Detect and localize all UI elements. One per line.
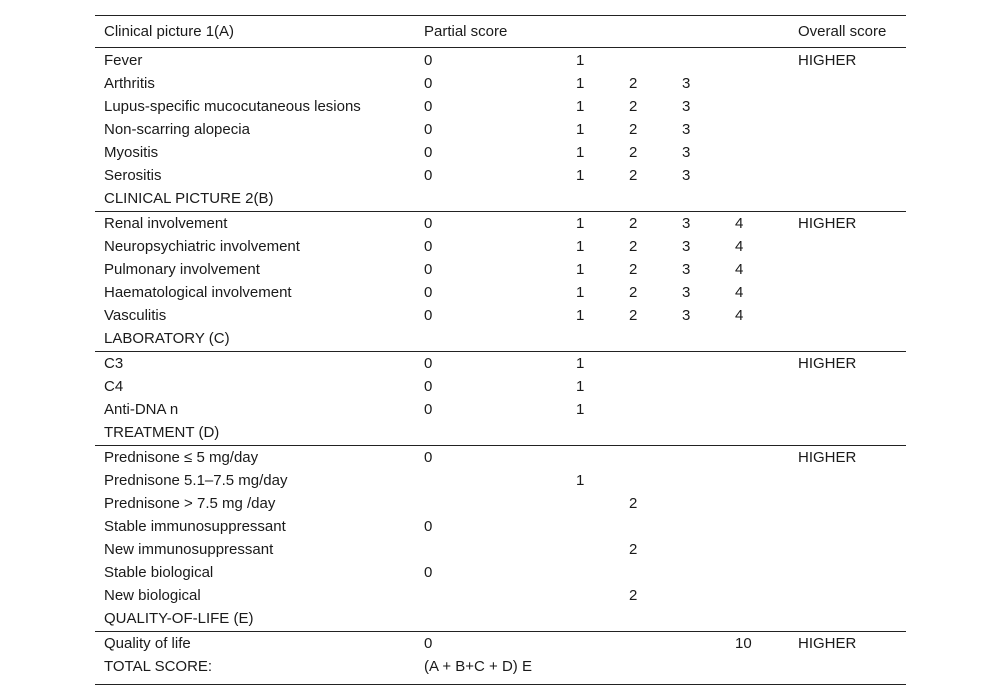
total-score-row [95, 655, 906, 678]
table-row [95, 258, 906, 281]
score-1: 1 [576, 167, 585, 184]
row-label: Vasculitis [104, 307, 167, 324]
score-0: 0 [424, 284, 433, 301]
section-heading-label: QUALITY-OF-LIFE (E) [104, 610, 254, 627]
section-heading-label: CLINICAL PICTURE 2(B) [104, 190, 274, 207]
score-3: 3 [682, 121, 691, 138]
score-2: 2 [629, 495, 638, 512]
table-row [95, 95, 906, 118]
score-3: 3 [682, 215, 691, 232]
row-label: Stable biological [104, 564, 214, 581]
score-4: 4 [735, 261, 744, 278]
row-label: Lupus-specific mucocutaneous lesions [104, 98, 361, 115]
score-1: 1 [576, 75, 585, 92]
row-label: C4 [104, 378, 124, 395]
score-1: 1 [576, 52, 585, 69]
score-2: 2 [629, 167, 638, 184]
score-0: 0 [424, 261, 433, 278]
table-row [95, 141, 906, 164]
score-0: 0 [424, 144, 433, 161]
overall-score: HIGHER [798, 635, 857, 652]
score-0: 0 [424, 518, 433, 535]
row-label: Renal involvement [104, 215, 228, 232]
overall-score: HIGHER [798, 355, 857, 372]
row-label: Myositis [104, 144, 159, 161]
score-3: 3 [682, 75, 691, 92]
score-0: 0 [424, 449, 433, 466]
section-heading-label: LABORATORY (C) [104, 330, 230, 347]
score-4: 4 [735, 215, 744, 232]
score-1: 1 [576, 472, 585, 489]
table-top-rule [95, 15, 906, 16]
table-row [95, 281, 906, 304]
table-row [95, 538, 906, 561]
score-3: 3 [682, 284, 691, 301]
table-row [95, 492, 906, 515]
score-0: 0 [424, 564, 433, 581]
score-2: 2 [629, 307, 638, 324]
table-row [95, 398, 906, 421]
score-2: 2 [629, 261, 638, 278]
table-header-row [95, 20, 906, 43]
row-label: Serositis [104, 167, 162, 184]
score-1: 1 [576, 215, 585, 232]
section-heading [95, 327, 906, 350]
score-0: 0 [424, 355, 433, 372]
table-row [95, 632, 906, 655]
overall-score: HIGHER [798, 449, 857, 466]
score-2: 2 [629, 587, 638, 604]
table-row [95, 561, 906, 584]
score-0: 0 [424, 121, 433, 138]
score-1: 1 [576, 261, 585, 278]
section-heading-label: TREATMENT (D) [104, 424, 220, 441]
overall-score: HIGHER [798, 215, 857, 232]
row-label: Anti-DNA n [104, 401, 179, 418]
score-3: 3 [682, 261, 691, 278]
score-1: 1 [576, 238, 585, 255]
score-3: 3 [682, 98, 691, 115]
table-row [95, 235, 906, 258]
row-label: New biological [104, 587, 201, 604]
row-label: Prednisone > 7.5 mg /day [104, 495, 276, 512]
row-label: Prednisone 5.1–7.5 mg/day [104, 472, 288, 489]
overall-score: HIGHER [798, 52, 857, 69]
score-2: 2 [629, 541, 638, 558]
table-row [95, 375, 906, 398]
score-0: 0 [424, 75, 433, 92]
table-row [95, 446, 906, 469]
header-partial-score: Partial score [424, 23, 508, 40]
score-2: 2 [629, 121, 638, 138]
total-score-label: TOTAL SCORE: [104, 658, 213, 675]
score-3: 3 [682, 167, 691, 184]
score-2: 2 [629, 238, 638, 255]
table-row [95, 49, 906, 72]
header-overall-score: Overall score [798, 23, 887, 40]
header-rule [95, 47, 906, 48]
score-2: 2 [629, 144, 638, 161]
score-0: 0 [424, 307, 433, 324]
section-heading [95, 187, 906, 210]
row-label: Fever [104, 52, 143, 69]
score-3: 3 [682, 238, 691, 255]
row-label: Arthritis [104, 75, 155, 92]
score-4: 4 [735, 284, 744, 301]
row-label: Neuropsychiatric involvement [104, 238, 300, 255]
score-1: 1 [576, 401, 585, 418]
table-row [95, 304, 906, 327]
score-3: 3 [682, 307, 691, 324]
score-2: 2 [629, 75, 638, 92]
row-label: Stable immunosuppressant [104, 518, 286, 535]
score-2: 2 [629, 284, 638, 301]
score-0: 0 [424, 238, 433, 255]
row-label: New immunosuppressant [104, 541, 274, 558]
row-label: Pulmonary involvement [104, 261, 260, 278]
table-bottom-rule [95, 684, 906, 685]
table-row [95, 212, 906, 235]
score-3: 3 [682, 144, 691, 161]
score-0: 0 [424, 98, 433, 115]
table-row [95, 352, 906, 375]
score-0: 0 [424, 635, 433, 652]
score-2: 2 [629, 215, 638, 232]
score-0: 0 [424, 401, 433, 418]
table-row [95, 164, 906, 187]
score-1: 1 [576, 307, 585, 324]
score-0: 0 [424, 52, 433, 69]
table-row [95, 584, 906, 607]
score-1: 1 [576, 355, 585, 372]
score-1: 1 [576, 284, 585, 301]
row-label: Non-scarring alopecia [104, 121, 250, 138]
row-label: Prednisone ≤ 5 mg/day [104, 449, 259, 466]
score-1: 1 [576, 144, 585, 161]
score-4: 4 [735, 238, 744, 255]
row-label: Quality of life [104, 635, 191, 652]
row-label: C3 [104, 355, 124, 372]
row-label: Haematological involvement [104, 284, 292, 301]
score-1: 1 [576, 378, 585, 395]
score-10: 10 [735, 635, 752, 652]
table-row [95, 515, 906, 538]
total-score-formula: (A + B+C + D) E [424, 658, 532, 675]
score-2: 2 [629, 98, 638, 115]
section-heading [95, 421, 906, 444]
score-4: 4 [735, 307, 744, 324]
header-clinical-picture: Clinical picture 1(A) [104, 23, 235, 40]
score-0: 0 [424, 378, 433, 395]
score-0: 0 [424, 215, 433, 232]
table-row [95, 118, 906, 141]
score-0: 0 [424, 167, 433, 184]
score-1: 1 [576, 98, 585, 115]
section-heading [95, 607, 906, 630]
table-row [95, 72, 906, 95]
score-1: 1 [576, 121, 585, 138]
table-row [95, 469, 906, 492]
